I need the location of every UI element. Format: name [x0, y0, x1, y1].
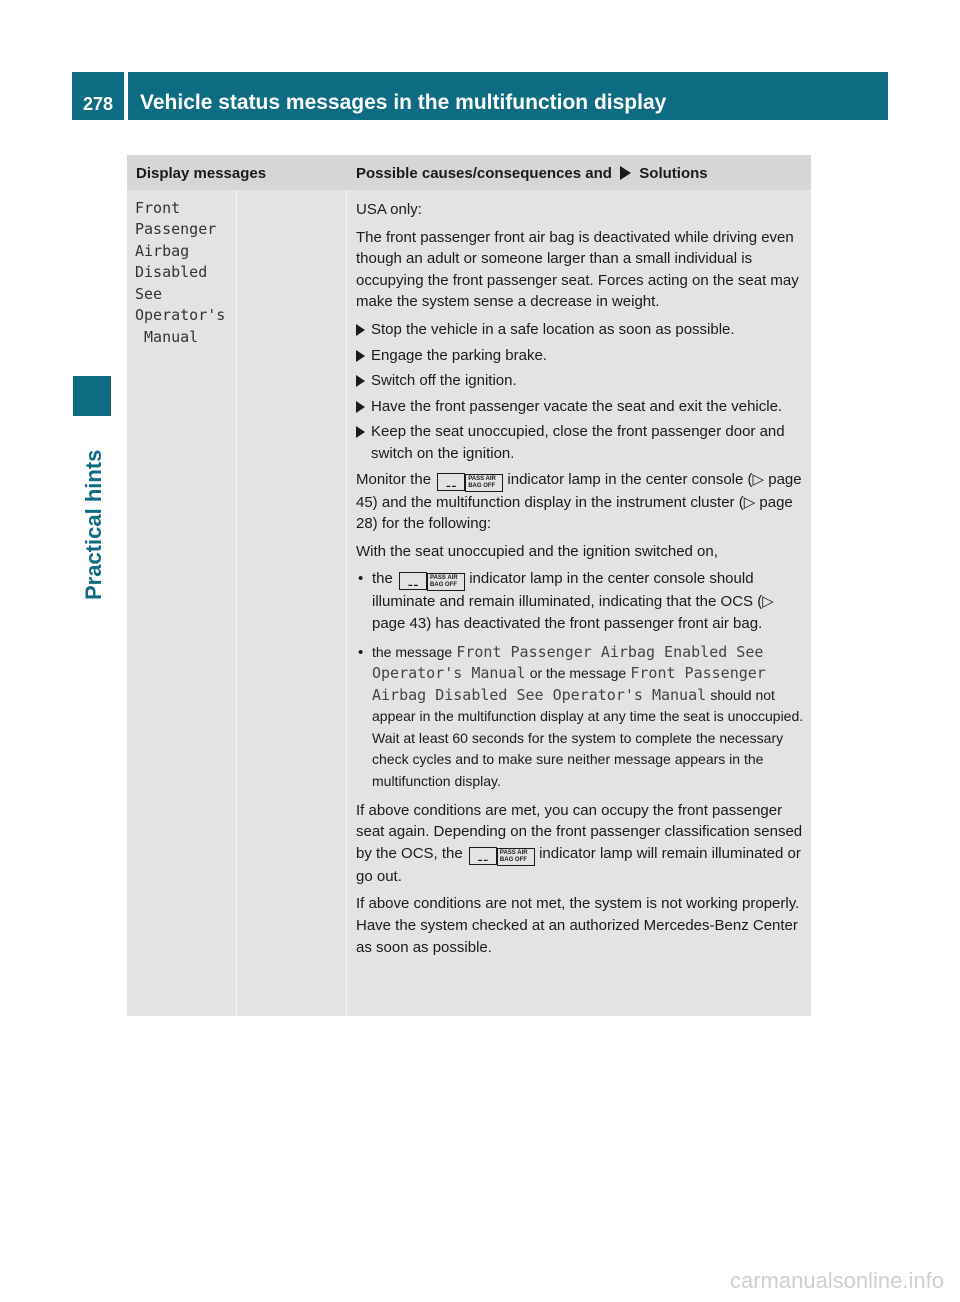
- step-arrow-icon: [356, 375, 365, 387]
- pass-airbag-off-icon: PASS AIR BAG OFF: [497, 848, 535, 866]
- message-line: See: [135, 285, 163, 303]
- intro-paragraph: The front passenger front air bag is deactivated while driving even though an adult or someone larger than a small individual is occupying the front passenger seat. Forces acting on the seat may make the system sense a decrease in weight.: [356, 228, 799, 311]
- message-line: Operator's: [135, 306, 226, 324]
- step-arrow-icon: [356, 426, 365, 438]
- page-title: Vehicle status messages in the multifunction display: [128, 72, 888, 120]
- bullet-dot-icon: •: [358, 643, 364, 661]
- step-arrow-icon: [356, 350, 365, 362]
- seat-occupant-icon: ⚋: [437, 473, 465, 491]
- step-arrow-icon: [356, 401, 365, 413]
- bullet-item: • the ⚋ PASS AIR BAG OFF indicator lamp in the center console should illuminate and remain illuminated, indicating that the OCS (▷ page 43) has deactivated the front passenger front air bag.: [358, 570, 774, 632]
- bullet-item: • the message Front Passenger Airbag Enabled See Operator's Manual or the message Front Passenger Airbag Disabled See Operator's Manual should not appear in the multifunction display at any time the seat is unoccupied. Wait at least 60 seconds for the system to complete the necessary check cycles and to make sure neither message appears in the multifunction display.: [358, 642, 804, 790]
- seat-occupant-icon: ⚋: [399, 572, 427, 590]
- seat-occupant-icon: ⚋: [469, 847, 497, 865]
- empty-cell: [237, 190, 347, 1016]
- step-item: Engage the parking brake.: [356, 345, 806, 367]
- step-item: Have the front passenger vacate the seat and exit the vehicle.: [356, 396, 806, 418]
- column-divider: [236, 190, 237, 1016]
- monitor-paragraph: Monitor the ⚋ PASS AIR BAG OFF indicator lamp in the center console (▷ page 45) and the multifunction display in the instrument cluster (▷ page 28) for the following:: [356, 470, 802, 533]
- section-marker: [73, 376, 111, 416]
- play-arrow-icon: [620, 166, 631, 180]
- message-line: Disabled: [135, 263, 208, 281]
- column-header-display: Display messages: [136, 165, 267, 182]
- message-cell: [127, 190, 237, 1016]
- page-number: 278: [72, 72, 124, 120]
- after-paragraph: If above conditions are met, you can occupy the front passenger seat again. Depending on the front passenger classification sensed by the OCS, the ⚋ PASS AIR BAG OFF indicator lamp will remain illuminated or go out.: [356, 801, 803, 885]
- status-message-table: [127, 155, 811, 1016]
- pass-airbag-off-icon: PASS AIR BAG OFF: [427, 573, 465, 591]
- message-line: Front: [135, 199, 181, 217]
- condition-paragraph: With the seat unoccupied and the ignition switched on,: [356, 542, 718, 560]
- column-divider: [346, 190, 347, 1016]
- table-header: [127, 155, 811, 190]
- pass-airbag-off-icon: PASS AIR BAG OFF: [465, 474, 503, 492]
- message-line: Manual: [135, 328, 199, 346]
- section-label: Practical hints: [81, 449, 106, 600]
- message-line: Passenger: [135, 220, 217, 238]
- step-item: Stop the vehicle in a safe location as soon as possible.: [356, 319, 806, 341]
- step-arrow-icon: [356, 324, 365, 336]
- column-header-causes: Possible causes/consequences and Solutions: [356, 165, 708, 182]
- usa-only-note: USA only:: [356, 201, 422, 218]
- final-paragraph: If above conditions are not met, the system is not working properly. Have the system checked at an authorized Mercedes-Benz Center as soon as possible.: [356, 895, 800, 956]
- step-item: Keep the seat unoccupied, close the front passenger door and switch on the ignition.: [356, 421, 806, 464]
- step-item: Switch off the ignition.: [356, 370, 806, 392]
- message-line: Airbag: [135, 242, 190, 260]
- watermark: carmanualsonline.info: [729, 1268, 944, 1293]
- bullet-dot-icon: •: [358, 570, 364, 588]
- causes-text: [356, 199, 806, 964]
